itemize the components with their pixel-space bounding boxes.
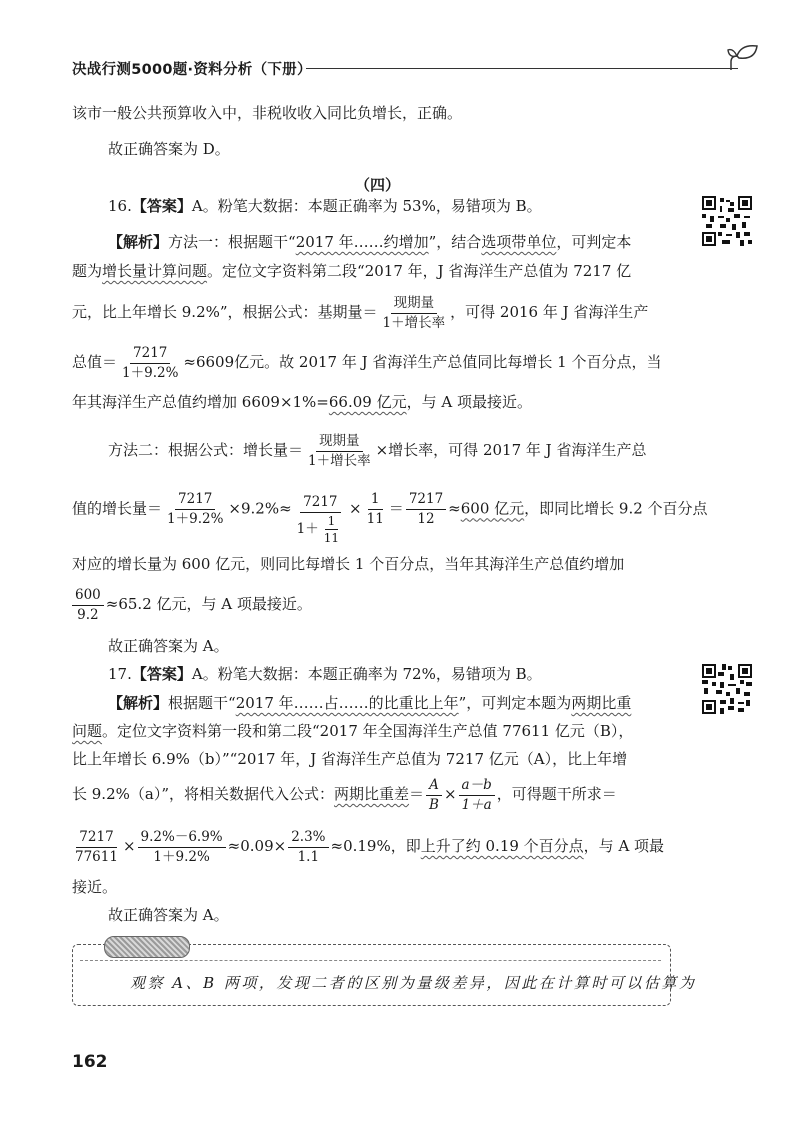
text-line: 对应的增长量为 600 亿元，则同比每增长 1 个百分点，当年其海洋生产总值约增加 xyxy=(72,555,625,573)
formula-fraction xyxy=(406,491,446,528)
wavy-emphasis: 两期比重 xyxy=(571,694,632,712)
formula-fraction xyxy=(138,829,226,866)
text-segment: ，即同比增长 9.2 个百分点 xyxy=(524,499,708,518)
text-segment: ≈0.09× xyxy=(227,837,287,855)
text-line: 比上年增长 6.9%（b）”“2017 年，J 省海洋生产总值为 7217 亿元（A），比上年增 xyxy=(72,750,628,768)
formula-line xyxy=(72,484,708,545)
formula-line xyxy=(72,290,648,334)
fraction-numerator: a－b xyxy=(459,777,495,796)
text-segment: ×9.2%≈ xyxy=(228,499,292,518)
formula-fraction xyxy=(305,433,374,470)
fraction-numerator: 现期量 xyxy=(316,433,363,452)
page-number: 162 xyxy=(72,1052,108,1072)
fraction-denominator: 11 xyxy=(366,511,384,527)
qr-code-icon[interactable] xyxy=(702,196,752,246)
formula-line xyxy=(108,428,646,472)
text-segment: ＝ xyxy=(409,785,425,803)
answer-line: 故正确答案为 A。 xyxy=(108,637,229,655)
text-segment: 元，比上年增长 9.2%”，根据公式：基期量＝ xyxy=(72,303,378,321)
fraction-denominator: 11 xyxy=(323,531,340,545)
text-segment: ≈65.2 亿元，与 A 项最接近。 xyxy=(105,595,312,613)
qr-code-icon[interactable] xyxy=(702,664,752,714)
tip-text: 观察 A、B 两项，发现二者的区别为量级差异，因此在计算时可以估算为 xyxy=(130,974,697,992)
fraction-numerator: 7217 xyxy=(76,829,116,848)
fraction-numerator: 2.3% xyxy=(288,829,328,848)
formula-fraction xyxy=(426,777,442,814)
question-number: 16. xyxy=(108,197,132,215)
fraction-denominator: 1＋9.2% xyxy=(153,848,210,865)
wavy-emphasis: 问题 xyxy=(72,722,103,740)
answer-text: A。粉笔大数据：本题正确率为 72%，易错项为 B。 xyxy=(191,665,542,683)
wavy-emphasis: 选项带单位 xyxy=(481,233,557,251)
fraction-denominator xyxy=(294,513,347,545)
text-segment: 总值＝ xyxy=(72,353,118,371)
fraction-numerator: 1 xyxy=(368,491,383,510)
nested-fraction xyxy=(321,514,342,545)
q17-answer-line xyxy=(108,665,542,683)
fraction-denominator: 1＋a xyxy=(461,796,492,813)
fraction-denominator: 12 xyxy=(417,511,435,527)
text-segment: ”，可判定本题为 xyxy=(458,694,572,712)
text-segment: 年其海洋生产总值约增加 6609×1%= xyxy=(72,393,329,411)
fraction-denominator: 1＋9.2% xyxy=(167,511,224,527)
fraction-numerator: 现期量 xyxy=(391,295,438,314)
running-header-title: 决战行测5000题·资料分析（下册） xyxy=(72,62,312,78)
answer-line: 故正确答案为 A。 xyxy=(108,906,229,924)
answer-tag: 【答案】 xyxy=(131,197,192,215)
text-segment: ，与 A 项最接近。 xyxy=(406,393,532,411)
analysis-line xyxy=(108,694,631,712)
text-segment: ，可得题干所求＝ xyxy=(496,785,617,803)
formula-line xyxy=(72,582,312,626)
text-segment: 题为 xyxy=(72,262,103,280)
header-rule xyxy=(306,68,738,69)
wavy-emphasis: 600 亿元 xyxy=(460,499,525,518)
text-segment: ≈6609亿元。故 2017 年 J 省海洋生产总值同比每增长 1 个百分点，当 xyxy=(183,353,662,371)
analysis-tag: 【解析】 xyxy=(108,694,169,712)
formula-fraction xyxy=(164,491,226,528)
fraction-numerator: 1 xyxy=(325,514,339,530)
fraction-denominator: 1＋9.2% xyxy=(122,364,179,381)
text-segment: ，与 A 项最 xyxy=(583,837,665,855)
fraction-denominator: 1＋增长率 xyxy=(382,314,446,331)
text-line: 该市一般公共预算收入中，非税收收入同比负增长，正确。 xyxy=(72,104,463,122)
question-number: 17. xyxy=(108,665,132,683)
fraction-numerator: 600 xyxy=(72,587,104,606)
fraction-numerator: A xyxy=(426,777,442,796)
wavy-emphasis: 增长量计算问题 xyxy=(102,262,208,280)
analysis-tag: 【解析】 xyxy=(108,233,169,251)
formula-fraction xyxy=(364,491,387,528)
analysis-line xyxy=(108,233,631,251)
text-segment: ≈ xyxy=(448,499,461,518)
formula-fraction xyxy=(459,777,495,814)
formula-line: $\frac{7217}{77611}$ × $\frac{9.2\%-6.9\%}{1+9.2\%}$ ≈0.09× $\frac{2.3\%}{1.1}$ ≈0.19%，即上升了约 0.19 个百分点，与 A 项最 xyxy=(72,824,664,868)
text-line xyxy=(72,722,633,740)
section-heading: （四） xyxy=(355,176,401,194)
formula-line xyxy=(72,340,662,384)
text-segment: 方法二：根据公式：增长量＝ xyxy=(108,441,304,459)
text-segment: ，可判定本 xyxy=(556,233,632,251)
wavy-emphasis: 2017 年……约增加 xyxy=(295,233,429,251)
fraction-numerator: 7217 xyxy=(406,491,446,510)
text-segment: × xyxy=(349,499,362,518)
text-line xyxy=(72,393,532,411)
formula-fraction xyxy=(380,295,449,332)
fraction-numerator: 7217 xyxy=(175,491,215,510)
answer-line: 故正确答案为 D。 xyxy=(108,140,230,158)
answer-text: A。粉笔大数据：本题正确率为 53%，易错项为 B。 xyxy=(191,197,542,215)
text-segment: ×增长率，可得 2017 年 J 省海洋生产总 xyxy=(375,441,647,459)
text-segment: 1＋ xyxy=(296,521,319,537)
tip-divider xyxy=(80,960,661,961)
fraction-denominator: B xyxy=(429,796,439,813)
text-segment: 长 9.2%（a）”，将相关数据代入公式： xyxy=(72,785,334,803)
wavy-emphasis: 66.09 亿元 xyxy=(328,393,407,411)
text-line xyxy=(72,262,631,280)
formula-fraction xyxy=(288,829,328,866)
tip-label-badge xyxy=(104,936,190,958)
formula-fraction xyxy=(72,587,104,624)
fraction-denominator: 1＋增长率 xyxy=(308,452,371,469)
q16-answer-line xyxy=(108,197,542,215)
formula-fraction xyxy=(72,829,121,866)
leaf-icon xyxy=(727,40,761,74)
text-segment: ＝ xyxy=(388,499,404,518)
text-segment: 方法一：根据题干“ xyxy=(168,233,296,251)
fraction-numerator: 9.2%－6.9% xyxy=(138,829,226,848)
text-segment: ，可得 2016 年 J 省海洋生产 xyxy=(450,303,649,321)
text-segment: 值的增长量＝ xyxy=(72,499,163,518)
text-segment: 。定位文字资料第二段“2017 年，J 省海洋生产总值为 7217 亿 xyxy=(207,262,632,280)
text-segment: ”，结合 xyxy=(428,233,482,251)
answer-tag: 【答案】 xyxy=(131,665,192,683)
wavy-emphasis: 2017 年……占……的比重比上年 xyxy=(235,694,459,712)
text-line: 接近。 xyxy=(72,878,118,896)
text-segment: 。定位文字资料第一段和第二段“2017 年全国海洋生产总值 77611 亿元（B）， xyxy=(102,722,634,740)
text-segment: 根据题干“ xyxy=(168,694,236,712)
formula-line: 长 9.2%（a）”，将相关数据代入公式：两期比重差＝ $\frac{A}{B}$ × $\frac{a-b}{1+a}$ ，可得题干所求＝ xyxy=(72,776,617,813)
wavy-emphasis: 上升了约 0.19 个百分点 xyxy=(420,837,584,855)
fraction-numerator: 7217 xyxy=(300,494,340,513)
fraction-denominator: 77611 xyxy=(75,848,118,865)
fraction-denominator: 1.1 xyxy=(297,848,320,865)
fraction-denominator: 9.2 xyxy=(77,606,99,623)
wavy-emphasis: 两期比重差 xyxy=(334,785,410,803)
text-segment: ≈0.19%，即 xyxy=(330,837,421,855)
fraction-numerator: 7217 xyxy=(130,345,170,364)
formula-fraction xyxy=(294,494,347,545)
formula-fraction xyxy=(119,345,181,382)
